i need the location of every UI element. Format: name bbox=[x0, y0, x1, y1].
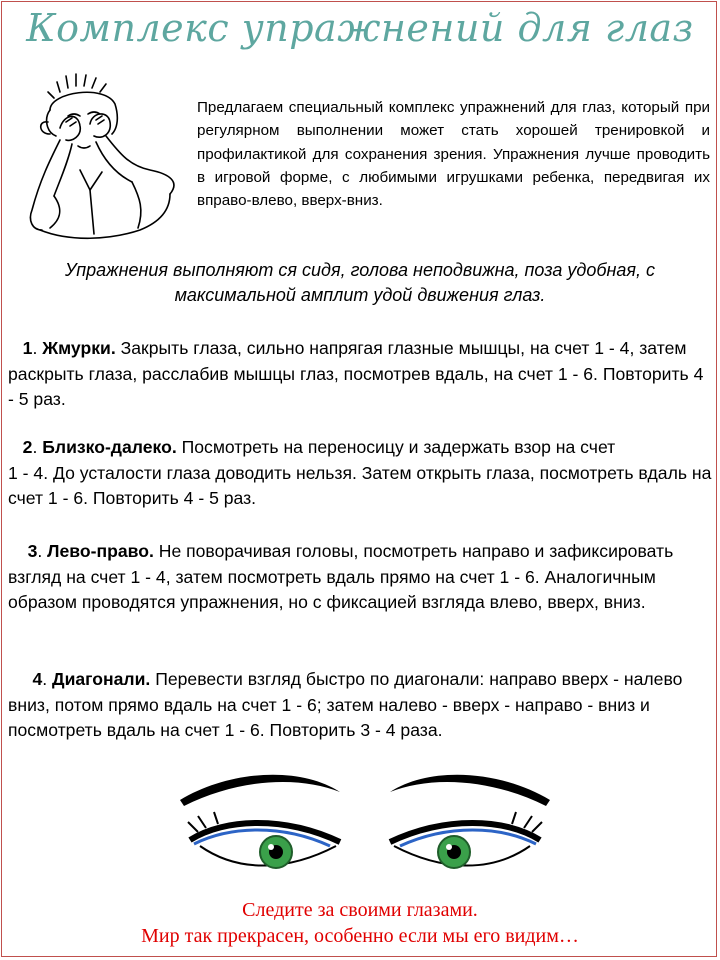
page-title: Комплекс упражнений для глаз bbox=[26, 6, 694, 50]
exercise-2-number: 2 bbox=[22, 437, 33, 457]
exercise-4: 4. Диагонали. Перевести взгляд быстро по диагонали: направо вверх - налево вниз, потом прямо вдаль на счет 1 - 6; затем налево - вверх - направо - вниз и посмотреть вдаль на счет 1 - 6. Повторить 3 - 4 раза. bbox=[8, 669, 683, 740]
instructions-note: Упражнения выполняют ся сидя, голова неподвижна, поза удобная, с максимальной амплит удой движения глаз. bbox=[64, 260, 656, 305]
closing-line-1: Следите за своими глазами. bbox=[242, 899, 478, 921]
eyes-illustration bbox=[170, 770, 560, 890]
exercise-3-text: Не поворачивая головы, посмотреть направо и зафиксировать взгляд на счет 1 - 4, затем посмотреть вдаль прямо на счет 1 - 6. Аналогичным образом проводятся упражнения, но с фиксацией взгляда влево, вверх, вниз. bbox=[8, 541, 674, 612]
closing-line-2: Мир так прекрасен, особенно если мы его видим… bbox=[141, 925, 579, 947]
exercise-1-text: Закрыть глаза, сильно напрягая глазные мышцы, на счет 1 - 4, затем раскрыть глаза, расслабив мышцы глаз, посмотрев вдаль, на счет 1 - 6. Повторить 4 - 5 раз. bbox=[8, 338, 704, 409]
exercise-3-number: 3 bbox=[27, 541, 38, 561]
exercise-4-name: Диагонали. bbox=[52, 669, 151, 689]
exercise-3: 3. Лево-право. Не поворачивая головы, посмотреть направо и зафиксировать взгляд на счет 1 - 4, затем посмотреть вдаль прямо на счет 1 - 6. Аналогичным образом проводятся упражнения, но с фиксацией взгляда влево, вверх, вниз. bbox=[8, 541, 674, 612]
right-eye-icon bbox=[390, 775, 550, 868]
left-eye-icon bbox=[180, 775, 340, 868]
exercise-2-text-line2: 1 - 4. До усталости глаза доводить нельзя. Затем открыть глаза, посмотреть вдаль на счет 1 - 6. Повторить 4 - 5 раз. bbox=[8, 462, 712, 508]
exercise-1: 1. Жмурки. Закрыть глаза, сильно напрягая глазные мышцы, на счет 1 - 4, затем раскрыть глаза, расслабив мышцы глаз, посмотрев вдаль, на счет 1 - 6. Повторить 4 - 5 раз. bbox=[8, 338, 704, 409]
exercise-2-name: Близко-далеко. bbox=[42, 437, 177, 457]
closing-message bbox=[0, 897, 720, 949]
exercise-1-number: 1 bbox=[22, 338, 33, 358]
exercise-3-name: Лево-право. bbox=[47, 541, 154, 561]
boy-rubbing-eyes-illustration bbox=[20, 70, 195, 248]
exercise-4-text: Перевести взгляд быстро по диагонали: направо вверх - налево вниз, потом прямо вдаль на счет 1 - 6; затем налево - вверх - направо - вниз и посмотреть вдаль на счет 1 - 6. Повторить 3 - 4 раза. bbox=[8, 669, 683, 740]
exercise-4-number: 4 bbox=[32, 669, 43, 689]
exercise-2-text-line1: Посмотреть на переносицу и задержать взор на счет bbox=[176, 437, 616, 457]
exercise-1-name: Жмурки. bbox=[42, 338, 116, 358]
intro-paragraph: Предлагаем специальный комплекс упражнений для глаз, который при регулярном выполнении может стать хорошей тренировкой и профилактикой для сохранения зрения. Упражнения лучше проводить в игровой форме, с любимыми игрушками ребенка, передвигая их вправо-влево, вверх-вниз. bbox=[197, 99, 710, 210]
exercise-2: 2. Близко-далеко. Посмотреть на переносицу и задержать взор на счет 1 - 4. До усталости глаза доводить нельзя. Затем открыть глаза, посмотреть вдаль на счет 1 - 6. Повторить 4 - 5 раз. bbox=[8, 437, 712, 508]
